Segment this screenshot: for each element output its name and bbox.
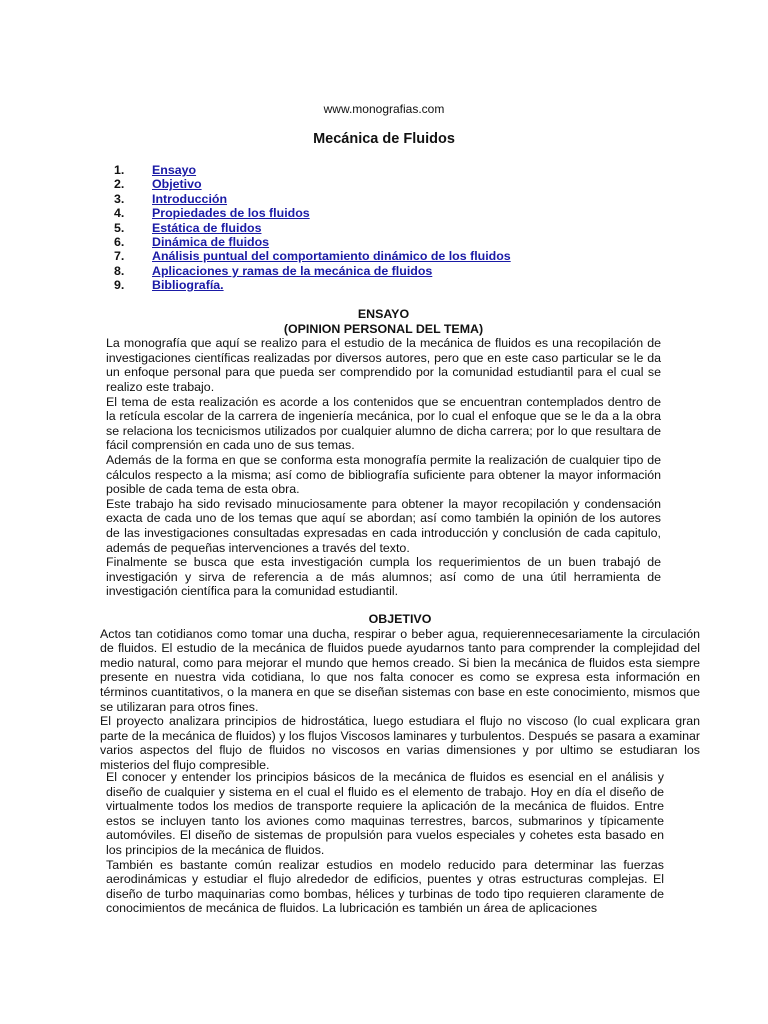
toc-link-propiedades[interactable]: Propiedades de los fluidos — [152, 206, 310, 221]
toc-link-dinamica[interactable]: Dinámica de fluidos — [152, 234, 270, 249]
toc-number: 9. — [114, 278, 125, 293]
section-heading: ENSAYO — [357, 307, 410, 321]
section-subheading: (OPINION PERSONAL DEL TEMA) — [283, 321, 484, 336]
site-url: www.monografias.com — [323, 102, 445, 116]
paragraph: Este trabajo ha sido revisado minuciosamente para obtener la mayor recopilación y condensación exacta de cada uno de los temas que aquí se abordan; así como también la opinión de los autores de las investigaciones consultadas expresadas en cada introducción y conclusión de cada capitulo, además de pequeñas intervenciones a través del texto. — [106, 496, 661, 555]
toc-item — [114, 177, 511, 191]
toc-link-objetivo[interactable]: Objetivo — [152, 177, 202, 192]
toc-item — [114, 192, 511, 206]
section-continuation — [106, 770, 664, 916]
toc-item — [114, 264, 511, 278]
paragraph: Además de la forma en que se conforma esta monografía permite la realización de cualquier tipo de cálculos respecto a la misma; así como de bibliografía suficiente para obtener la mayor información posible de cada tema de esta obra. — [106, 452, 661, 497]
toc-item — [114, 221, 511, 235]
section-ensayo — [106, 307, 661, 599]
toc-number: 1. — [114, 163, 125, 177]
section-objetivo — [100, 612, 700, 773]
toc-item — [114, 235, 511, 249]
table-of-contents — [114, 163, 511, 293]
section-heading: OBJETIVO — [368, 612, 432, 626]
toc-number: 3. — [114, 191, 125, 206]
toc-number: 2. — [114, 177, 125, 192]
toc-link-bibliografia[interactable]: Bibliografía. — [152, 278, 224, 293]
paragraph: Actos tan cotidianos como tomar una ducha, respirar o beber agua, requierennecesariamente la circulación de fluidos. El estudio de la mecánica de fluidos puede ayudarnos tanto para comprender la complejidad del medio natural, como para mejorar el mundo que hemos creado. Si bien la mecánica de fluidos esta siempre presente en nuestra vida cotidiana, lo que nos falta conocer es como se expresa esta información en términos cuantitativos, o la manera en que se diseñan sistemas con base en este conocimiento, mismos que se utilizaran para otros fines. — [100, 626, 700, 714]
toc-link-ensayo[interactable]: Ensayo — [152, 163, 197, 177]
page-title: Mecánica de Fluidos — [313, 131, 455, 147]
toc-link-analisis[interactable]: Análisis puntual del comportamiento dinámico de los fluidos — [152, 249, 511, 264]
toc-number: 5. — [114, 220, 125, 235]
paragraph: El conocer y entender los principios básicos de la mecánica de fluidos es esencial en el análisis y diseño de cualquier y sistema en el cual el fluido es el elemento de trabajo. Hoy en día el diseño de virtualmente todos los medios de transporte requiere la aplicación de la mecánica de fluidos. Entre estos se incluyen tanto los aviones como maquinas terrestres, barcos, submarinos y típicamente automóviles. El diseño de sistemas de propulsión para vuelos especiales y cohetes esta basado en los principios de la mecánica de fluidos. — [106, 770, 664, 857]
toc-number: 4. — [114, 206, 125, 221]
toc-item — [114, 163, 511, 177]
paragraph: Finalmente se busca que esta investigación cumpla los requerimientos de un buen trabajó de investigación y sirva de referencia a de más alumnos; así como de una útil herramienta de investigación científica para la comunidad estudiantil. — [106, 555, 661, 599]
toc-number: 7. — [114, 249, 125, 264]
toc-item — [114, 249, 511, 263]
toc-number: 8. — [114, 263, 125, 278]
toc-item — [114, 278, 511, 292]
toc-link-aplicaciones[interactable]: Aplicaciones y ramas de la mecánica de fluidos — [152, 263, 433, 278]
toc-item — [114, 206, 511, 220]
paragraph: El proyecto analizara principios de hidrostática, luego estudiara el flujo no viscoso (lo cual explicara gran parte de la mecánica de fluidos) y los flujos Viscosos laminares y turbulentos. Después se pasara a examinar varios aspectos del flujo de fluidos no viscosos en varias dimensiones y por ultimo se estudiaran los misterios del flujo compresible. — [100, 714, 700, 772]
paragraph: La monografía que aquí se realizo para el estudio de la mecánica de fluidos es una recopilación de investigaciones científicas realizadas por diversos autores, pero que en este caso particular se le da un enfoque personal para que pueda ser comprendido por la comunidad estudiantil para el cual se realizo este trabajo. — [106, 336, 661, 394]
toc-number: 6. — [114, 234, 125, 249]
paragraph: El tema de esta realización es acorde a los contenidos que se encuentran contemplados dentro de la retícula escolar de la carrera de ingeniería mecánica, por lo cual el enfoque que se le da a la obra se relaciona los tecnicismos utilizados por cualquier alumno de dicha carrera; por lo que resultara de fácil comprensión en cada uno de sus temas. — [106, 394, 661, 453]
toc-link-estatica[interactable]: Estática de fluidos — [152, 220, 262, 235]
paragraph: También es bastante común realizar estudios en modelo reducido para determinar las fuerzas aerodinámicas y estudiar el flujo alrededor de edificios, puentes y otras estructuras complejas. El diseño de turbo maquinarias como bombas, hélices y turbinas de todo tipo requieren claramente de conocimientos de mecánica de fluidos. La lubricación es también un área de aplicaciones — [106, 857, 664, 916]
toc-link-introduccion[interactable]: Introducción — [152, 191, 228, 206]
